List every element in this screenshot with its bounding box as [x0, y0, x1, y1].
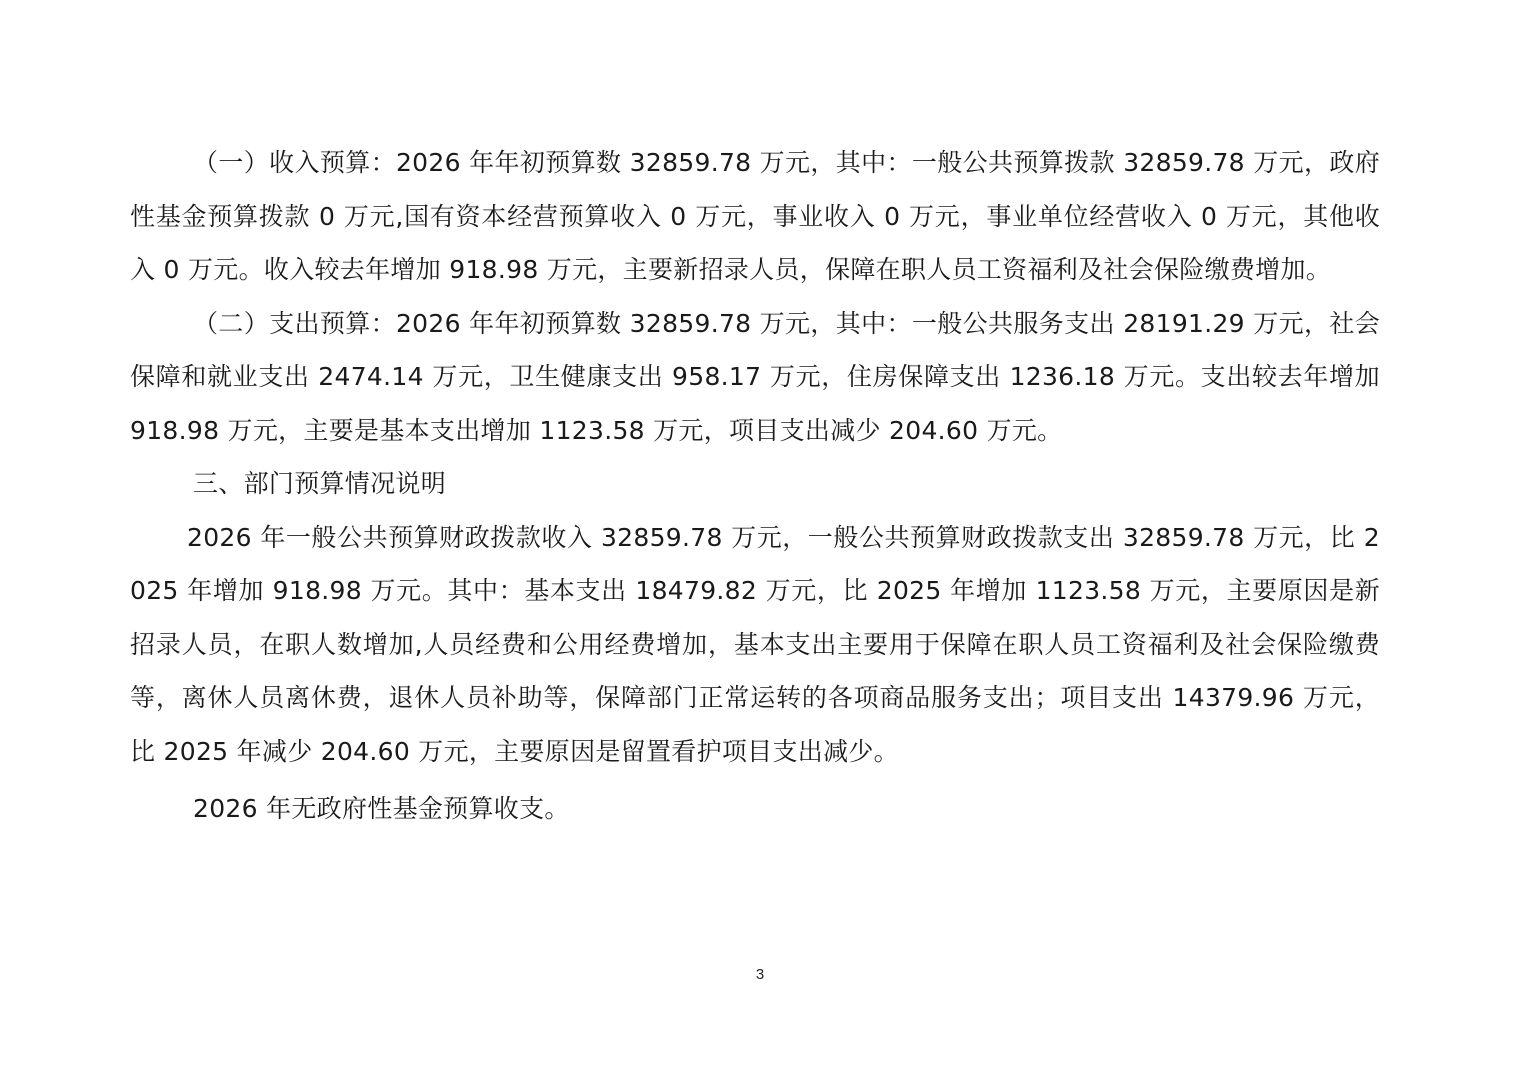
page-number: 3: [755, 966, 765, 983]
government-fund-paragraph: 2026 年无政府性基金预算收支。: [193, 794, 570, 823]
expenditure-budget-paragraph: （二）支出预算：2026 年年初预算数 32859.78 万元，其中：一般公共服务支出 28191.29 万元，社会保障和就业支出 2474.14 万元，卫生健康支出 958.17 万元，住房保障支出 1236.18 万元。支出较去年增加 918.98 万元，主要是基本支出增加 1123.58 万元，项目支出减少 204.60 万元。: [130, 308, 1380, 445]
section-heading: 三、部门预算情况说明: [193, 469, 447, 498]
document-body: [130, 136, 1380, 836]
public-budget-paragraph: 2026 年一般公共预算财政拨款收入 32859.78 万元，一般公共预算财政拨款支出 32859.78 万元，比 2025 年增加 918.98 万元。其中：基本支出 18479.82 万元，比 2025 年增加 1123.58 万元，主要原因是新招录人员，在职人数增加,人员经费和公用经费增加，基本支出主要用于保障在职人员工资福利及社会保险缴费等，离休人员离休费，退休人员补助等，保障部门正常运转的各项商品服务支出；项目支出 14379.96 万元，比 2025 年减少 204.60 万元，主要原因是留置看护项目支出减少。: [130, 522, 1380, 766]
income-budget-paragraph: （一）收入预算：2026 年年初预算数 32859.78 万元，其中：一般公共预算拨款 32859.78 万元，政府性基金预算拨款 0 万元,国有资本经营预算收入 0 万元，事业收入 0 万元，事业单位经营收入 0 万元，其他收入 0 万元。收入较去年增加 918.98 万元，主要新招录人员，保障在职人员工资福利及社会保险缴费增加。: [130, 148, 1380, 284]
